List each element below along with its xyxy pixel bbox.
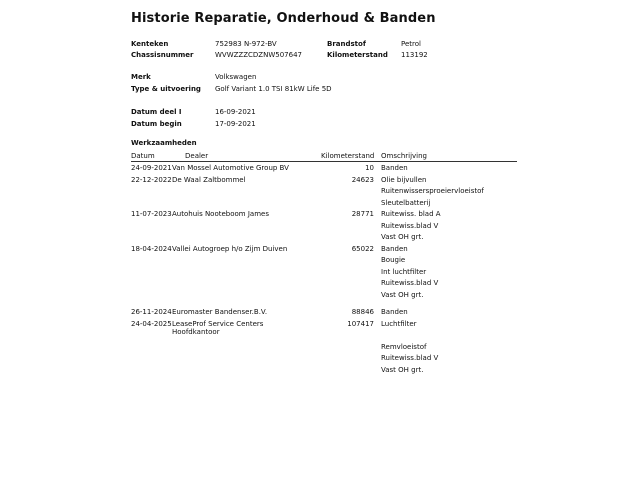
- table-row: [131, 164, 517, 176]
- table-row: [131, 245, 517, 303]
- table-row: [131, 210, 517, 245]
- row-datum: 22-12-2022: [131, 175, 172, 184]
- type-value: Golf Variant 1.0 TSI 81kW Life 5D: [215, 85, 332, 93]
- werkzaamheden-heading: Werkzaamheden: [131, 139, 197, 147]
- row-omschrijving-item: Remvloeistof: [381, 342, 427, 351]
- row-omschrijving-item: Ruitewiss.blad V: [381, 221, 439, 230]
- table-row: [131, 308, 517, 320]
- row-dealer: LeaseProf Service Centers: [172, 319, 264, 328]
- merk-label: Merk: [131, 73, 151, 81]
- row-dealer: De Waal Zaltbommel: [172, 175, 246, 184]
- row-kilometerstand: 24623: [351, 175, 374, 184]
- brandstof-label: Brandstof: [327, 40, 366, 48]
- chassis-label: Chassisnummer: [131, 51, 194, 59]
- row-omschrijving-item: Ruitewiss. blad A: [381, 210, 441, 218]
- row-omschrijving-item: Banden: [381, 308, 408, 316]
- row-omschrijving-item: Ruitenwissersproeiervloeistof: [381, 187, 484, 195]
- row-dealer: Autohuis Nooteboom James: [172, 210, 269, 218]
- datum-deel-label: Datum deel I: [131, 108, 182, 116]
- merk-value: Volkswagen: [215, 73, 257, 81]
- row-omschrijving-item: Ruitewiss.blad V: [381, 279, 439, 287]
- row-omschrijving-item: Vast OH grt.: [381, 290, 424, 299]
- row-dealer: Euromaster Bandenser.B.V.: [172, 308, 268, 316]
- row-omschrijving-item: Int luchtfilter: [381, 267, 427, 276]
- row-kilometerstand: 28771: [351, 210, 374, 218]
- row-omschrijving-item: Banden: [381, 244, 408, 253]
- type-label: Type & uitvoering: [131, 85, 201, 93]
- row-omschrijving-item: Luchtfilter: [381, 319, 417, 328]
- row-kilometerstand: 88846: [351, 308, 374, 316]
- table-header: [131, 152, 517, 162]
- row-kilometerstand: 65022: [351, 244, 374, 253]
- table-row: [131, 320, 517, 378]
- row-omschrijving-item: Bougie: [381, 256, 406, 264]
- kenteken-value: 752983 N-972-BV: [215, 40, 277, 48]
- row-omschrijving-item: Vast OH grt.: [381, 365, 424, 374]
- datum-begin-value: 17-09-2021: [215, 120, 256, 128]
- row-datum: 11-07-2023: [131, 210, 172, 218]
- kilometerstand-value: 113192: [401, 51, 428, 59]
- row-dealer: Van Mossel Automotive Group BV: [172, 164, 289, 172]
- table-row: [131, 176, 517, 211]
- row-dealer: Vallei Autogroep h/o Zijm Duiven: [172, 244, 288, 253]
- header-omschrijving: Omschrijving: [381, 152, 427, 160]
- datum-deel-value: 16-09-2021: [215, 108, 256, 116]
- row-omschrijving-item: Olie bijvullen: [381, 175, 427, 184]
- row-datum: 24-04-2025: [131, 319, 172, 328]
- row-omschrijving-item: Vast OH grt.: [381, 233, 424, 241]
- row-datum: 26-11-2024: [131, 308, 172, 316]
- row-kilometerstand: 10: [365, 164, 374, 172]
- werkzaamheden-table: [131, 152, 517, 374]
- row-omschrijving-item: Sleutelbatterij: [381, 198, 431, 207]
- header-datum: Datum: [131, 152, 155, 160]
- header-kilometerstand: Kilometerstand: [321, 152, 375, 160]
- datum-begin-label: Datum begin: [131, 120, 182, 128]
- chassis-value: WVWZZZCDZNW507647: [215, 51, 302, 59]
- row-datum: 18-04-2024: [131, 244, 172, 253]
- row-datum: 24-09-2021: [131, 164, 172, 172]
- header-dealer: Dealer: [185, 152, 209, 160]
- row-omschrijving-item: Ruitewiss.blad V: [381, 354, 439, 362]
- row-kilometerstand: 107417: [347, 319, 374, 328]
- page-title: Historie Reparatie, Onderhoud & Banden: [131, 11, 436, 26]
- kenteken-label: Kenteken: [131, 40, 169, 48]
- row-dealer-line2: Hoofdkantoor: [172, 327, 220, 336]
- brandstof-value: Petrol: [401, 40, 421, 48]
- row-omschrijving-item: Banden: [381, 164, 408, 172]
- kilometerstand-label: Kilometerstand: [327, 51, 388, 59]
